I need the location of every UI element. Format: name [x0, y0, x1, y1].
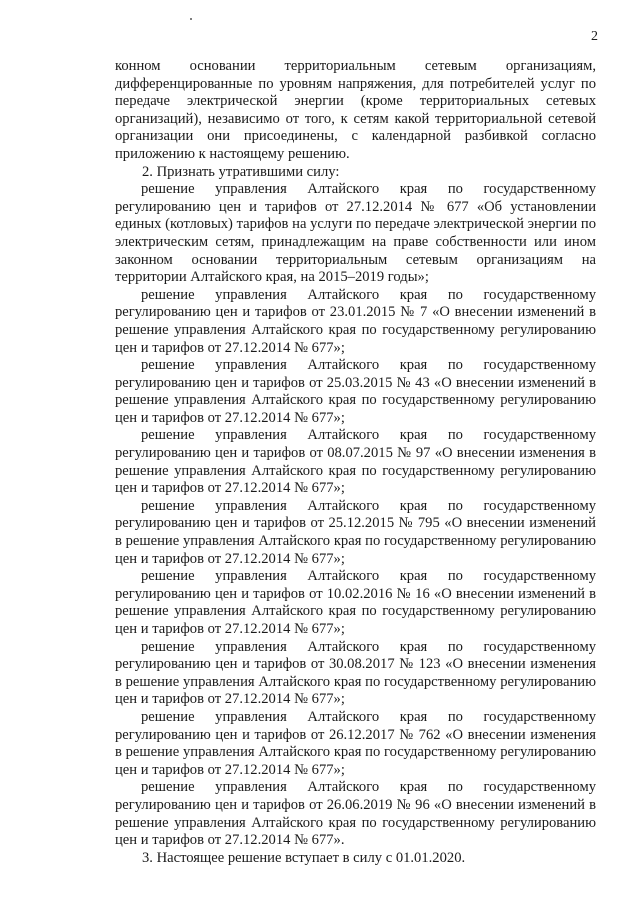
revoked-decision-762: решение управления Алтайского края по государственному регулированию цен и тарифов от 26.12.2017 № 762 «О внесении изменения в решение управления Алтайского края по государственному регулированию цен и тарифов от 27.12.2014 № 677»;: [115, 708, 596, 778]
page-number: 2: [591, 29, 598, 44]
revoked-decision-123: решение управления Алтайского края по государственному регулированию цен и тарифов от 30.08.2017 № 123 «О внесении изменения в решение управления Алтайского края по государственному регулированию цен и тарифов от 27.12.2014 № 677»;: [115, 638, 596, 708]
revoked-decision-16: решение управления Алтайского края по государственному регулированию цен и тарифов от 10.02.2016 № 16 «О внесении изменений в решение управления Алтайского края по государственному регулированию цен и тарифов от 27.12.2014 № 677»;: [115, 568, 596, 637]
revoked-decision-7: решение управления Алтайского края по государственному регулированию цен и тарифов от 23.01.2015 № 7 «О внесении изменений в решение управления Алтайского края по государственному регулированию цен и тарифов от 27.12.2014 № 677»;: [115, 286, 596, 356]
revoked-decision-677: решение управления Алтайского края по государственному регулированию цен и тарифов от 27.12.2014 № 677 «Об установлении единых (котловых) тарифов на услуги по передаче электрической энергии по электрическим сетям, принадлежащим на праве собственности или ином законном основании территориальным сетевым организациям на территории Алтайского края, на 2015–2019 годы»;: [115, 181, 596, 286]
document-body: [115, 58, 596, 867]
item-2-heading: 2. Признать утратившими силу:: [142, 163, 340, 180]
revoked-decision-795: решение управления Алтайского края по государственному регулированию цен и тарифов от 25.12.2015 № 795 «О внесении изменений в решение управления Алтайского края по государственному регулированию цен и тарифов от 27.12.2014 № 677»;: [115, 497, 596, 567]
revoked-decision-43: решение управления Алтайского края по государственному регулированию цен и тарифов от 25.03.2015 № 43 «О внесении изменений в решение управления Алтайского края по государственному регулированию цен и тарифов от 27.12.2014 № 677»;: [115, 357, 596, 426]
item-3-effective-date: 3. Настоящее решение вступает в силу с 01.01.2020.: [142, 849, 466, 866]
scan-speck: [190, 18, 192, 20]
revoked-decision-97: решение управления Алтайского края по государственному регулированию цен и тарифов от 08.07.2015 № 97 «О внесении изменения в решение управления Алтайского края по государственному регулированию цен и тарифов от 27.12.2014 № 677»;: [115, 427, 596, 497]
continuation-paragraph: конном основании территориальным сетевым организациям, дифференцированные по уровням напряжения, для потребителей услуг по передаче электрической энергии (кроме территориальных сетевых организаций), независимо от того, к сетям какой территориальной сетевой организации они присоединены, с календарной разбивкой согласно приложению к настоящему решению.: [115, 58, 596, 162]
revoked-decision-96: решение управления Алтайского края по государственному регулированию цен и тарифов от 26.06.2019 № 96 «О внесении изменений в решение управления Алтайского края по государственному регулированию цен и тарифов от 27.12.2014 № 677».: [115, 779, 596, 849]
